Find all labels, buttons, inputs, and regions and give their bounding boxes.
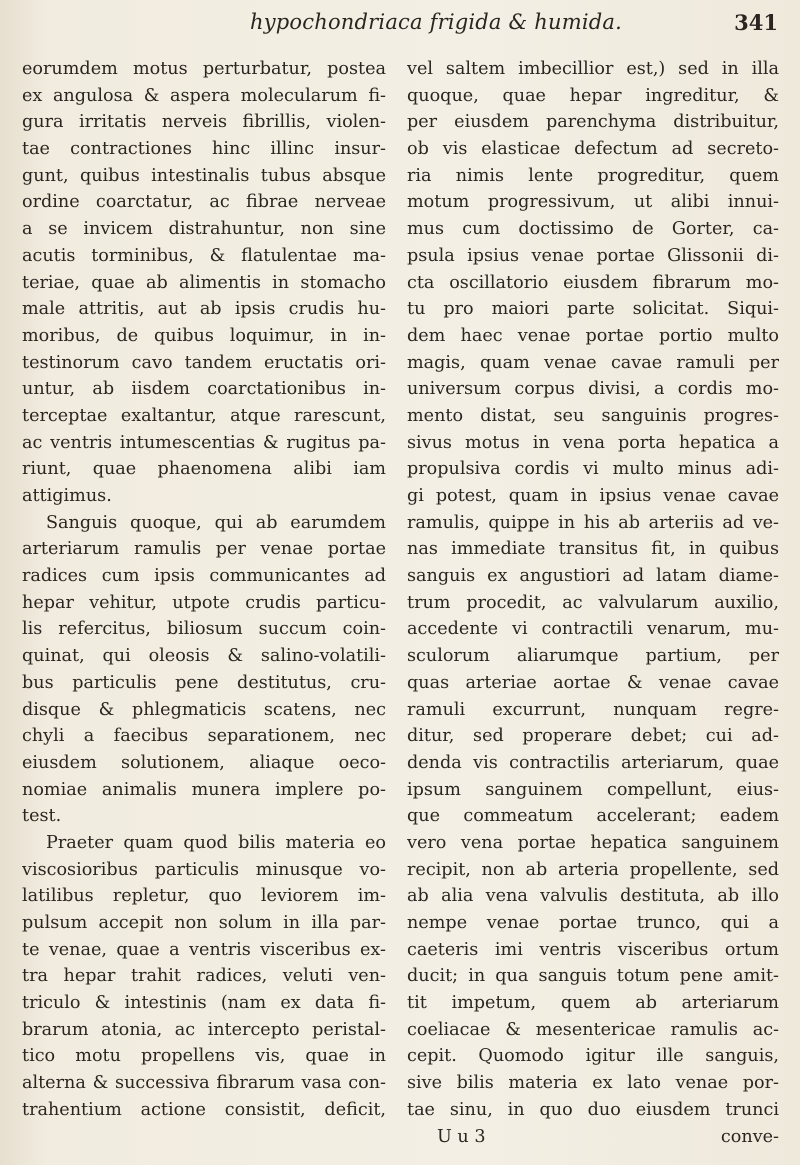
right-column <box>407 56 779 1150</box>
text-line: mento distat, seu sanguinis progres- <box>407 405 779 426</box>
text-line: tu pro maiori parte solicitat. Siqui- <box>407 299 779 320</box>
text-line: hepar vehitur, utpote crudis particu- <box>22 592 386 613</box>
text-line: tico motu propellens vis, quae in <box>22 1046 386 1067</box>
text-line: riunt, quae phaenomena alibi iam <box>22 459 386 480</box>
text-line: vel saltem imbecillior est,) sed in illa <box>407 59 779 79</box>
catchword: conve- <box>720 1126 779 1147</box>
text-line: accedente vi contractili venarum, mu- <box>407 619 779 640</box>
page-number: 341 <box>734 10 778 35</box>
text-line: ipsum sanguinem compellunt, eius- <box>407 779 779 800</box>
text-line: alterna & successiva fibrarum vasa con- <box>22 1073 386 1094</box>
text-line: caeteris imi ventris visceribus ortum <box>407 939 779 960</box>
text-line: magis, quam venae cavae ramuli per <box>407 352 779 373</box>
text-line: triculo & intestinis (nam ex data fi- <box>22 993 386 1014</box>
text-line: lis refercitus, biliosum succum coin- <box>22 619 386 640</box>
text-line: gi potest, quam in ipsius venae cavae <box>407 486 779 506</box>
text-line: arteriarum ramulis per venae portae <box>22 539 386 560</box>
text-line: ex angulosa & aspera molecularum fi- <box>22 85 386 106</box>
text-line: tit impetum, quem ab arteriarum <box>407 993 779 1014</box>
text-line: Praeter quam quod bilis materia eo <box>46 832 386 853</box>
text-line: eiusdem solutionem, aliaque oeco- <box>22 752 386 773</box>
text-line: per eiusdem parenchyma distribuitur, <box>407 112 779 133</box>
text-line: eorumdem motus perturbatur, postea <box>22 59 386 79</box>
text-line: pulsum accepit non solum in illa par- <box>22 913 386 933</box>
text-line: cepit. Quomodo igitur ille sanguis, <box>407 1046 779 1067</box>
text-line: disque & phlegmaticis scatens, nec <box>22 699 386 720</box>
text-line: moribus, de quibus loquimur, in in- <box>22 325 386 346</box>
text-line: ria nimis lente progreditur, quem <box>407 165 779 186</box>
text-line: dem haec venae portae portio multo <box>407 325 779 346</box>
text-line: terceptae exaltantur, atque rarescunt, <box>22 405 386 426</box>
text-line: sive bilis materia ex lato venae por- <box>407 1073 779 1094</box>
text-line: chyli a faecibus separationem, nec <box>22 726 386 747</box>
text-line: test. <box>22 806 62 827</box>
text-line: tra hepar trahit radices, veluti ven- <box>22 966 386 987</box>
text-line: ordine coarctatur, ac fibrae nerveae <box>22 192 386 213</box>
running-head <box>0 8 800 48</box>
text-line: ab alia vena valvulis destituta, ab illo <box>407 886 779 907</box>
text-line: universum corpus divisi, a cordis mo- <box>407 379 779 400</box>
text-line: viscosioribus particulis minusque vo- <box>22 859 386 880</box>
text-line: coeliacae & mesentericae ramulis ac- <box>407 1019 779 1040</box>
text-line: motum progressivum, ut alibi innui- <box>407 192 779 213</box>
text-line: attigimus. <box>22 486 112 506</box>
text-line: gura irritatis nerveis fibrillis, violen- <box>22 112 386 133</box>
text-line: psula ipsius venae portae Glissonii di- <box>407 245 779 266</box>
text-line: acutis torminibus, & flatulentae ma- <box>22 245 386 266</box>
text-line: quinat, qui oleosis & salino-volatili- <box>22 646 386 667</box>
text-line: sivus motus in vena porta hepatica a <box>407 432 779 453</box>
text-line: latilibus repletur, quo leviorem im- <box>22 886 386 907</box>
text-line: trum procedit, ac valvularum auxilio, <box>407 592 779 613</box>
text-line: quoque, quae hepar ingreditur, & <box>407 85 779 106</box>
text-line: teriae, quae ab alimentis in stomacho <box>22 272 386 293</box>
text-line: sculorum aliarumque partium, per <box>407 646 779 667</box>
text-line: cta oscillatorio eiusdem fibrarum mo- <box>407 272 779 293</box>
signature-mark: U u 3 <box>437 1126 486 1147</box>
text-line: mus cum doctissimo de Gorter, ca- <box>407 219 779 240</box>
text-line: brarum atonia, ac intercepto peristal- <box>22 1019 386 1040</box>
text-line: recipit, non ab arteria propellente, sed <box>407 859 779 880</box>
text-line: bus particulis pene destitutus, cru- <box>22 672 386 693</box>
text-line: sanguis ex angustiori ad latam diame- <box>407 566 779 587</box>
text-line: denda vis contractilis arteriarum, quae <box>407 752 779 773</box>
text-line: vero vena portae hepatica sanguinem <box>407 832 779 853</box>
text-line: ramuli excurrunt, nunquam regre- <box>407 699 779 720</box>
text-line: ob vis elasticae defectum ad secreto- <box>407 139 779 160</box>
text-line: radices cum ipsis communicantes ad <box>22 566 386 587</box>
text-line: testinorum cavo tandem eructatis ori- <box>22 352 386 373</box>
text-line: que commeatum accelerant; eadem <box>407 806 779 827</box>
text-line: ac ventris intumescentias & rugitus pa- <box>22 432 386 453</box>
text-line: a se invicem distrahuntur, non sine <box>22 219 386 240</box>
text-line: Sanguis quoque, qui ab earumdem <box>46 512 386 533</box>
text-line: nas immediate transitus fit, in quibus <box>407 539 779 560</box>
text-line: tae contractiones hinc illinc insur- <box>22 139 386 160</box>
page-footer <box>407 1124 779 1151</box>
text-line: nempe venae portae trunco, qui a <box>407 913 779 933</box>
left-column <box>22 56 386 1124</box>
text-line: gunt, quibus intestinalis tubus absque <box>22 165 386 186</box>
text-line: te venae, quae a ventris visceribus ex- <box>22 939 386 960</box>
text-line: propulsiva cordis vi multo minus adi- <box>407 459 779 480</box>
text-line: untur, ab iisdem coarctationibus in- <box>22 379 386 400</box>
text-line: male attritis, aut ab ipsis crudis hu- <box>22 299 386 320</box>
text-line: ducit; in qua sanguis totum pene amit- <box>407 966 779 987</box>
text-line: ditur, sed properare debet; cui ad- <box>407 726 779 747</box>
running-title: hypochondriaca frigida & humida. <box>250 10 623 34</box>
text-line: ramulis, quippe in his ab arteriis ad ve- <box>407 512 779 533</box>
text-line: quas arteriae aortae & venae cavae <box>407 672 779 693</box>
text-line: nomiae animalis munera implere po- <box>22 779 386 800</box>
text-line: tae sinu, in quo duo eiusdem trunci <box>407 1099 779 1120</box>
text-line: trahentium actione consistit, deficit, <box>22 1099 386 1120</box>
